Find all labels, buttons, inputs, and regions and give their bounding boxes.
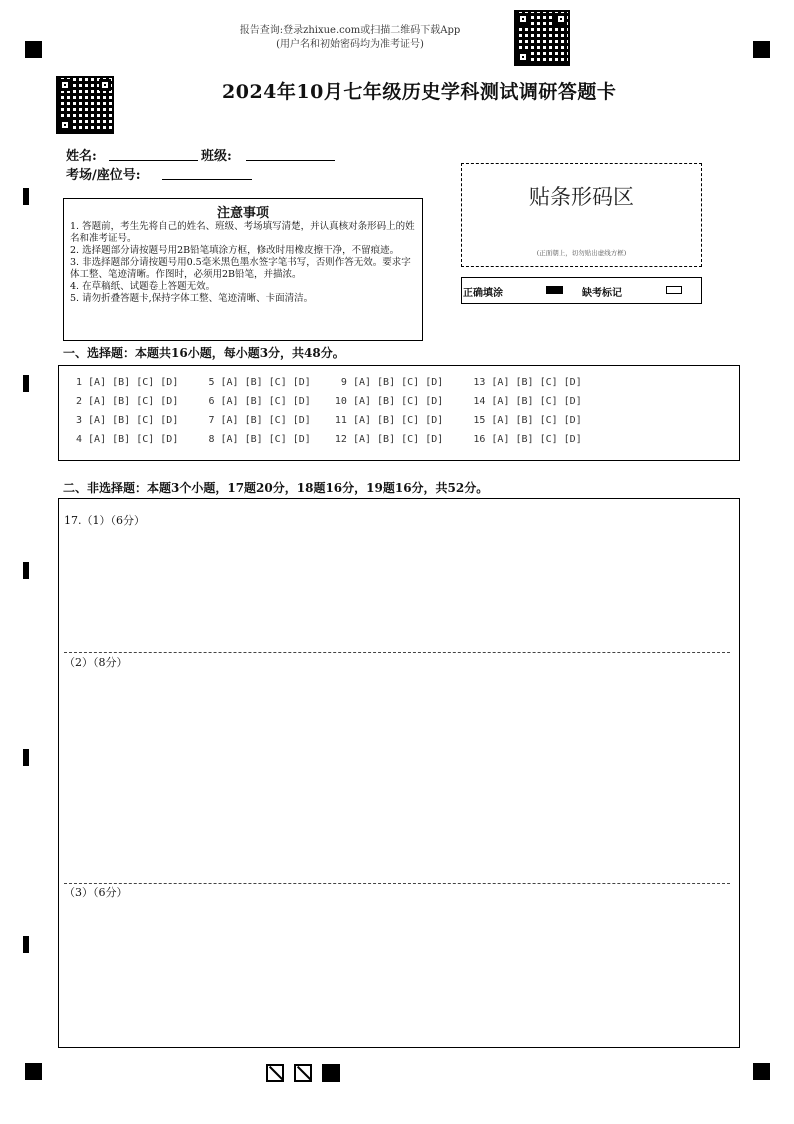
choice-row[interactable]: 4 [A] [B] [C] [D] 8 [A] [B] [C] [D] 12 [A] [B] [C] [D] 16 [A] [B] [C] [D] [76, 434, 582, 445]
correct-fill-sample [546, 286, 563, 294]
section2-title: 二、非选择题：本题3个小题，17题20分，18题16分，19题16分，共52分。 [63, 481, 489, 495]
question-17-part3-label: （3）（6分） [64, 886, 128, 899]
notice-body [64, 221, 422, 305]
name-label: 姓名: [66, 149, 97, 164]
choice-row[interactable]: 3 [A] [B] [C] [D] 7 [A] [B] [C] [D] 11 [A] [B] [C] [D] 15 [A] [B] [C] [D] [76, 415, 582, 426]
notice-item: 1. 答题前，考生先将自己的姓名、班级、考场填写清楚，并认真核对条形码上的姓名和准考证号。 [70, 221, 415, 244]
class-label: 班级: [201, 149, 232, 164]
barcode-area[interactable] [461, 163, 702, 267]
section1-title: 一、选择题：本题共16小题，每小题3分，共48分。 [63, 346, 345, 360]
notice-item: 4. 在草稿纸、试题卷上答题无效。 [70, 281, 216, 292]
report-query-notice [200, 24, 500, 52]
page-mark-filled [322, 1064, 340, 1082]
page-mark-crossed [266, 1064, 284, 1082]
part-divider [64, 883, 730, 884]
timing-mark [23, 188, 29, 205]
barcode-area-title: 贴条形码区 [529, 185, 634, 209]
absent-mark-box[interactable] [666, 286, 682, 294]
choice-row[interactable]: 2 [A] [B] [C] [D] 6 [A] [B] [C] [D] 10 [A] [B] [C] [D] 14 [A] [B] [C] [D] [76, 396, 582, 407]
student-qr-code [56, 76, 114, 134]
notice-item: 2. 选择题部分请按题号用2B铅笔填涂方框，修改时用橡皮擦干净，不留痕迹。 [70, 245, 400, 256]
class-field[interactable] [246, 160, 335, 161]
app-qr-code [514, 10, 570, 66]
correct-fill-label: 正确填涂 [463, 288, 503, 299]
essay-answer-box[interactable] [58, 498, 740, 1048]
corner-mark-top-right [753, 41, 770, 58]
question-17-part1-label: 17.（1）（6分） [64, 514, 145, 527]
page-mark-crossed [294, 1064, 312, 1082]
question-17-part2-label: （2）（8分） [64, 656, 128, 669]
login-hint-line: (用户名和初始密码均为准考证号) [276, 39, 424, 50]
page-title: 2024年10月七年级历史学科测试调研答题卡 [222, 81, 617, 103]
name-field[interactable] [109, 160, 198, 161]
barcode-area-hint: (正面朝上，切勿贴出虚线方框) [536, 249, 627, 257]
timing-mark [23, 936, 29, 953]
notice-title: 注意事项 [216, 206, 269, 221]
notice-box [63, 198, 423, 341]
corner-mark-top-left [25, 41, 42, 58]
notice-item: 3. 非选择题部分请按题号用0.5毫米黑色墨水签字笔书写，否则作答无效。要求字体工整、笔迹清晰。作图时，必须用2B铅笔，并描浓。 [70, 257, 411, 280]
absent-mark-label: 缺考标记 [582, 288, 622, 299]
corner-mark-bottom-right [753, 1063, 770, 1080]
corner-mark-bottom-left [25, 1063, 42, 1080]
timing-mark [23, 562, 29, 579]
seat-label: 考场/座位号: [66, 168, 141, 183]
timing-mark [23, 375, 29, 392]
seat-field[interactable] [162, 179, 252, 180]
choice-row[interactable]: 1 [A] [B] [C] [D] 5 [A] [B] [C] [D] 9 [A] [B] [C] [D] 13 [A] [B] [C] [D] [76, 377, 582, 388]
fill-legend [461, 277, 702, 304]
timing-mark [23, 749, 29, 766]
notice-item: 5. 请勿折叠答题卡,保持字体工整、笔迹清晰、卡面清洁。 [70, 293, 314, 304]
part-divider [64, 652, 730, 653]
report-query-line: 报告查询:登录zhixue.com或扫描二维码下载App [239, 25, 461, 36]
